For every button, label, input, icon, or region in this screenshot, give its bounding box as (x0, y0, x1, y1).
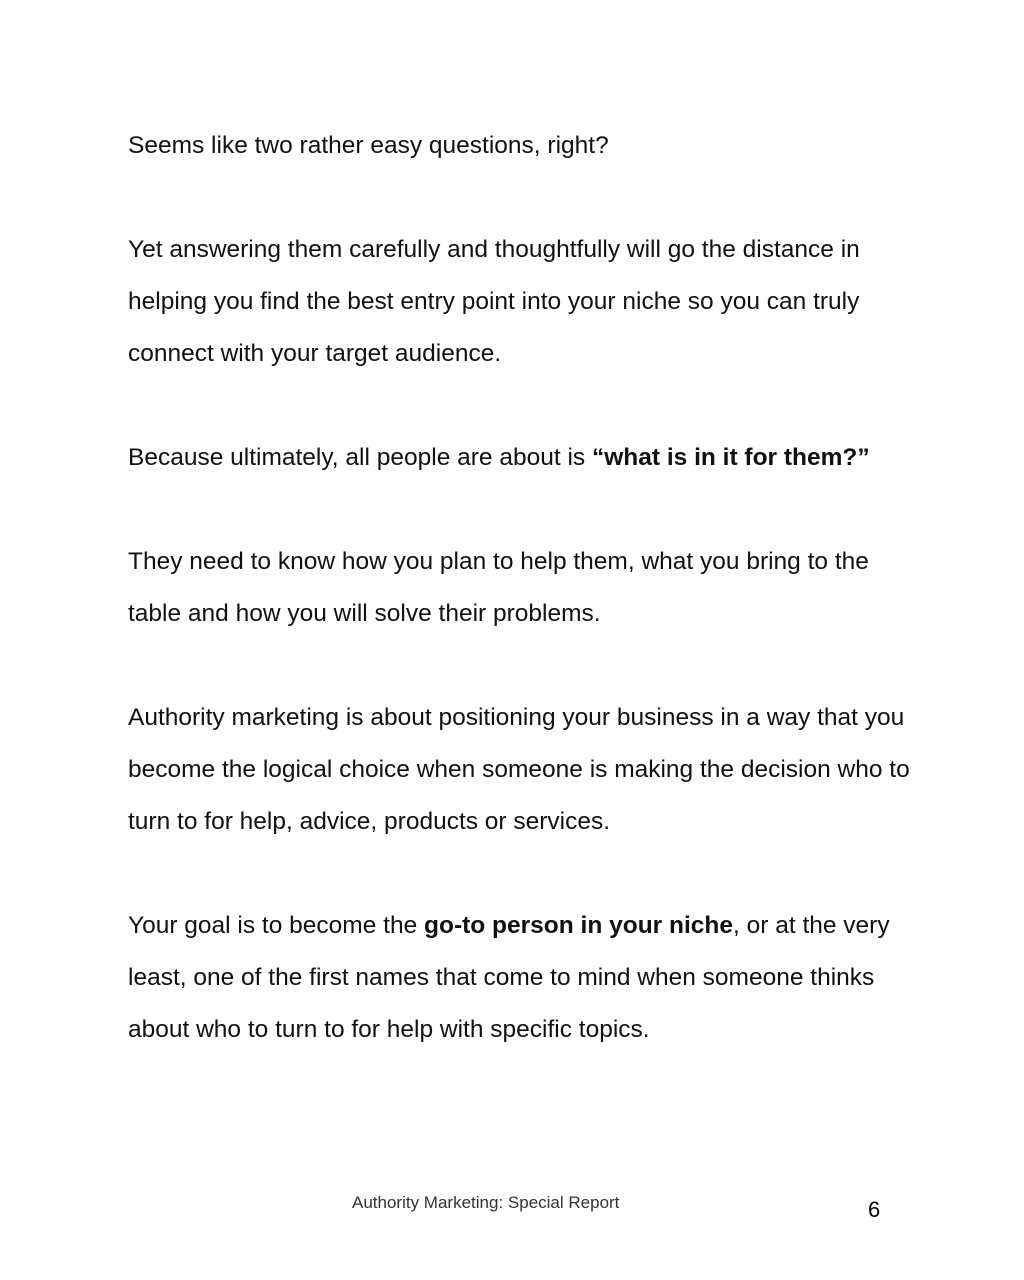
paragraph-6-text-start: Your goal is to become the (128, 912, 425, 939)
paragraph-2 (128, 224, 918, 380)
paragraph-4-text: They need to know how you plan to help them, what you bring to the table and how you will solve their problems. (128, 548, 869, 627)
paragraph-2-text: Yet answering them carefully and thoughtfully will go the distance in helping you find the best entry point into your niche so you can truly connect with your target audience. (128, 236, 860, 367)
paragraph-5 (128, 692, 918, 848)
paragraph-1-text: Seems like two rather easy questions, right? (128, 132, 609, 159)
body-text (128, 120, 918, 1056)
paragraph-5-text: Authority marketing is about positioning your business in a way that you become the logical choice when someone is making the decision who to turn to for help, advice, products or services. (128, 704, 910, 835)
paragraph-6 (128, 900, 918, 1056)
paragraph-6-text-end: , or at the very least, one of the first names that come to mind when someone thinks about who to turn to for help with specific topics. (128, 912, 890, 1043)
paragraph-1 (128, 120, 918, 172)
paragraph-4 (128, 536, 918, 640)
paragraph-6-emphasis: go-to person in your niche (424, 912, 733, 939)
page-number: 6 (868, 1197, 881, 1222)
paragraph-3-text: Because ultimately, all people are about is (128, 444, 592, 471)
paragraph-3 (128, 432, 918, 484)
footer-title: Authority Marketing: Special Report (352, 1193, 620, 1212)
paragraph-3-emphasis: “what is in it for them?” (591, 444, 870, 471)
